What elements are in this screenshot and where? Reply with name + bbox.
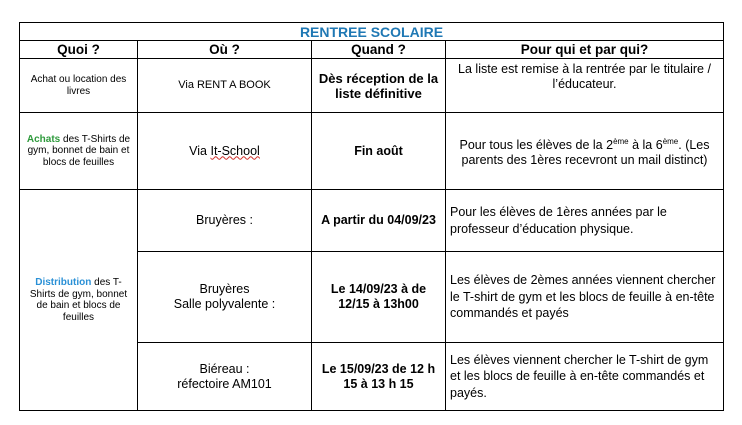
header-qui: Pour qui et par qui? xyxy=(446,41,724,59)
schedule-table xyxy=(19,22,724,411)
cell-ou xyxy=(138,252,312,343)
cell-qui: Les élèves de 2èmes années viennent chercher le T-shirt de gym et les blocs de feuille à en-tête commandés et payés xyxy=(446,252,724,343)
cell-quand: Le 15/09/23 de 12 h 15 à 13 h 15 xyxy=(312,343,446,411)
cell-ou-line-1: Biéreau : xyxy=(199,361,250,376)
header-quand: Quand ? xyxy=(312,41,446,59)
cell-ou-line-2: Salle polyvalente : xyxy=(173,297,276,311)
cell-ou: Bruyères : xyxy=(138,190,312,252)
table-row xyxy=(20,190,724,252)
table-row xyxy=(20,59,724,113)
cell-qui: Les élèves viennent chercher le T-shirt de gym et les blocs de feuille à en-tête commandés et payés. xyxy=(446,343,724,411)
cell-quand: Fin août xyxy=(312,113,446,190)
cell-ou-line-2: réfectoire AM101 xyxy=(177,376,272,391)
cell-ou-line-1: Bruyères xyxy=(199,282,250,296)
table-title: RENTREE SCOLAIRE xyxy=(20,23,724,41)
qui-sup-1: ème xyxy=(613,136,629,146)
cell-quoi-text: des T-Shirts de gym, bonnet de bain et blocs de feuilles xyxy=(27,133,131,168)
cell-quand: Dès réception de la liste définitive xyxy=(312,59,446,113)
cell-quand: A partir du 04/09/23 xyxy=(312,190,446,252)
cell-qui: La liste est remise à la rentrée par le titulaire / l’éducateur. xyxy=(446,59,724,113)
qui-sup-2: ème xyxy=(662,136,679,146)
cell-ou: Via RENT A BOOK xyxy=(138,59,312,113)
qui-part-1: Pour tous les élèves de la 2 xyxy=(459,138,614,153)
cell-quoi xyxy=(20,113,138,190)
cell-quand: Le 14/09/23 à de 12/15 à 13h00 xyxy=(312,252,446,343)
cell-quoi: Achat ou location des livres xyxy=(20,59,138,113)
cell-ou-prefix: Via xyxy=(189,143,211,158)
cell-ou xyxy=(138,343,312,411)
qui-part-2: à la 6 xyxy=(628,138,663,153)
cell-qui xyxy=(446,113,724,190)
cell-ou xyxy=(138,113,312,190)
highlight-achats: Achats xyxy=(26,133,61,145)
spellcheck-word: It-School xyxy=(210,143,260,158)
qui-part-3: . (Les parents des 1ères recevront un mail distinct) xyxy=(461,138,710,168)
header-quoi: Quoi ? xyxy=(20,41,138,59)
cell-quoi-distribution xyxy=(20,190,138,411)
highlight-distribution: Distribution xyxy=(35,277,92,288)
table-row xyxy=(20,113,724,190)
header-ou: Où ? xyxy=(138,41,312,59)
cell-qui: Pour les élèves de 1ères années par le professeur d’éducation physique. xyxy=(446,190,724,252)
cell-quoi-text: des T-Shirts de gym, bonnet de bain et blocs de feuilles xyxy=(29,277,128,323)
